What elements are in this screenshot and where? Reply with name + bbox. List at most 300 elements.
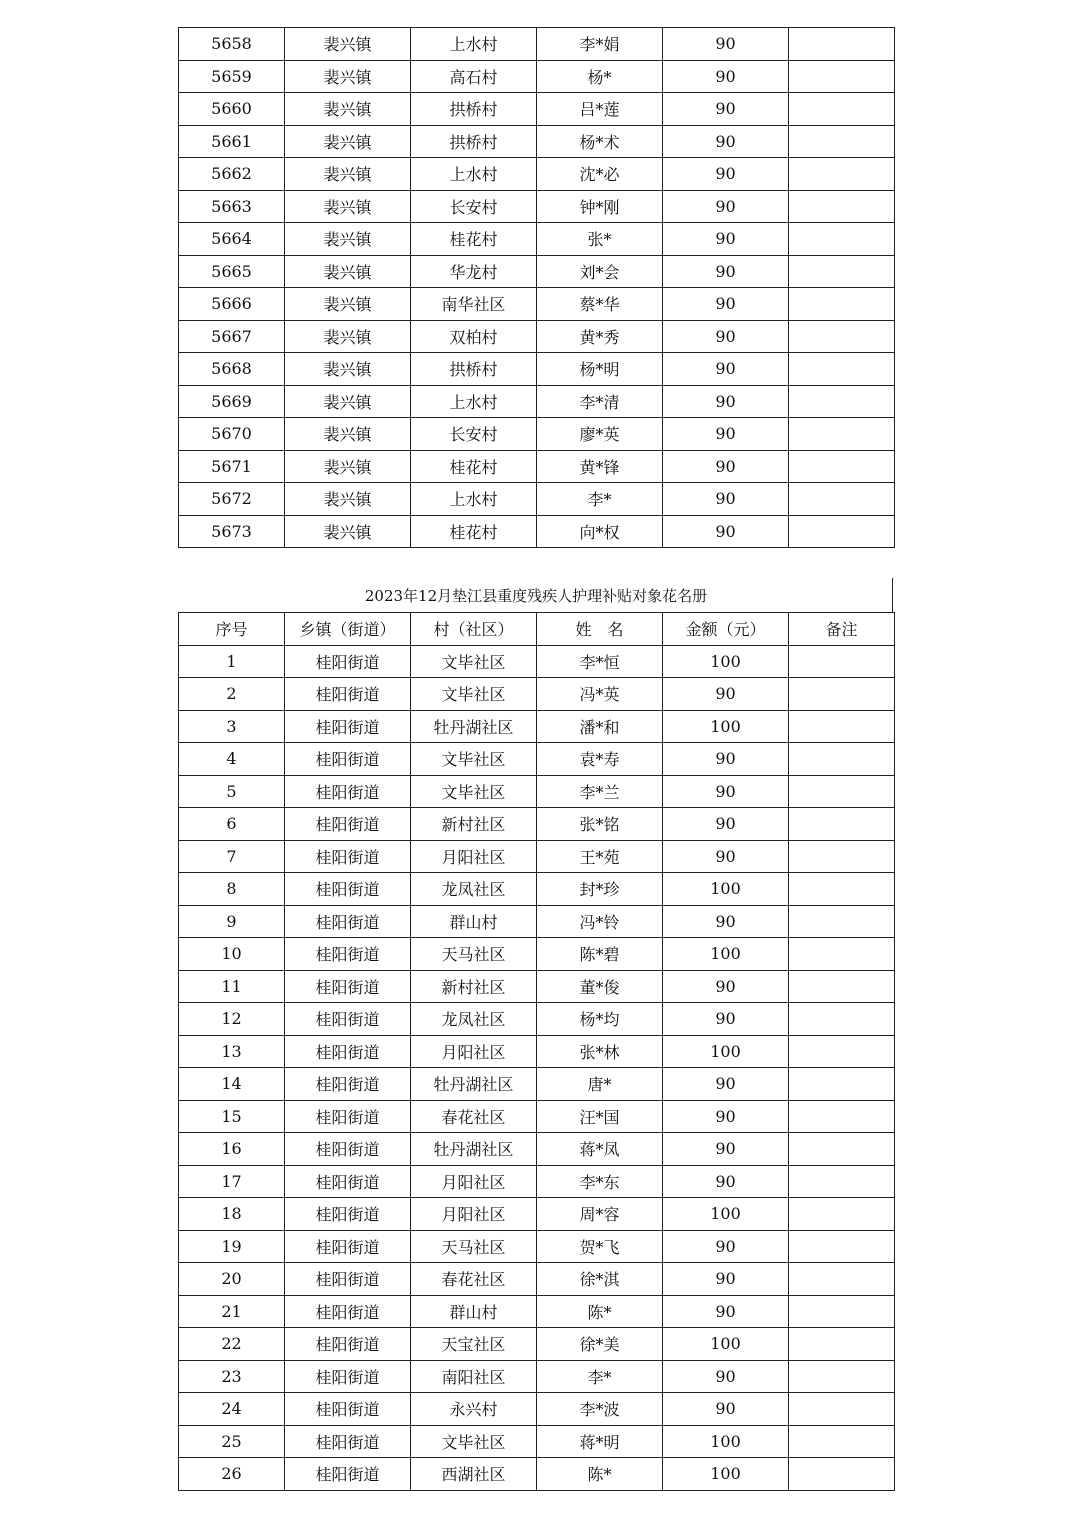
cell-amount: 90 xyxy=(663,1100,789,1133)
table-row xyxy=(179,223,895,256)
table-row xyxy=(179,1003,895,1036)
table-row xyxy=(179,1100,895,1133)
table-row xyxy=(179,1165,895,1198)
table-row xyxy=(179,1035,895,1068)
table-row xyxy=(179,1068,895,1101)
cell-no: 5672 xyxy=(179,483,285,516)
table-row xyxy=(179,1393,895,1426)
table-row xyxy=(179,385,895,418)
cell-town: 裴兴镇 xyxy=(285,223,411,256)
cell-remark xyxy=(789,190,895,223)
cell-no: 6 xyxy=(179,808,285,841)
cell-amount: 90 xyxy=(663,678,789,711)
cell-town: 桂阳街道 xyxy=(285,970,411,1003)
cell-village: 天宝社区 xyxy=(411,1328,537,1361)
cell-town: 裴兴镇 xyxy=(285,93,411,126)
cell-remark xyxy=(789,1263,895,1296)
table-row xyxy=(179,93,895,126)
cell-village: 双柏村 xyxy=(411,320,537,353)
cell-amount: 100 xyxy=(663,1328,789,1361)
cell-remark xyxy=(789,223,895,256)
cell-remark xyxy=(789,93,895,126)
cell-town: 裴兴镇 xyxy=(285,320,411,353)
cell-amount: 90 xyxy=(663,840,789,873)
cell-no: 9 xyxy=(179,905,285,938)
cell-amount: 100 xyxy=(663,645,789,678)
cell-remark xyxy=(789,840,895,873)
cell-no: 13 xyxy=(179,1035,285,1068)
cell-remark xyxy=(789,28,895,61)
cell-no: 5 xyxy=(179,775,285,808)
header-village: 村（社区） xyxy=(411,613,537,646)
cell-village: 春花社区 xyxy=(411,1100,537,1133)
cell-no: 5662 xyxy=(179,158,285,191)
cell-remark xyxy=(789,743,895,776)
cell-name: 陈*碧 xyxy=(537,938,663,971)
cell-town: 桂阳街道 xyxy=(285,1068,411,1101)
cell-remark xyxy=(789,353,895,386)
table-row xyxy=(179,1198,895,1231)
cell-remark xyxy=(789,808,895,841)
cell-town: 裴兴镇 xyxy=(285,28,411,61)
cell-town: 桂阳街道 xyxy=(285,905,411,938)
previous-page-table xyxy=(178,27,895,548)
cell-town: 桂阳街道 xyxy=(285,808,411,841)
cell-village: 新村社区 xyxy=(411,970,537,1003)
cell-remark xyxy=(789,1393,895,1426)
cell-name: 杨*术 xyxy=(537,125,663,158)
cell-town: 桂阳街道 xyxy=(285,1133,411,1166)
cell-name: 封*珍 xyxy=(537,873,663,906)
cell-remark xyxy=(789,1003,895,1036)
cell-no: 23 xyxy=(179,1360,285,1393)
cell-town: 裴兴镇 xyxy=(285,418,411,451)
cell-amount: 90 xyxy=(663,418,789,451)
table-row xyxy=(179,483,895,516)
cell-amount: 90 xyxy=(663,1068,789,1101)
cell-name: 徐*淇 xyxy=(537,1263,663,1296)
cell-town: 桂阳街道 xyxy=(285,710,411,743)
table-row xyxy=(179,515,895,548)
cell-remark xyxy=(789,1328,895,1361)
cell-village: 南华社区 xyxy=(411,288,537,321)
cell-village: 新村社区 xyxy=(411,808,537,841)
header-no: 序号 xyxy=(179,613,285,646)
cell-no: 5658 xyxy=(179,28,285,61)
cell-no: 17 xyxy=(179,1165,285,1198)
cell-remark xyxy=(789,678,895,711)
cell-amount: 90 xyxy=(663,743,789,776)
cell-town: 桂阳街道 xyxy=(285,1360,411,1393)
cell-no: 11 xyxy=(179,970,285,1003)
cell-no: 25 xyxy=(179,1425,285,1458)
cell-name: 李* xyxy=(537,1360,663,1393)
cell-name: 杨* xyxy=(537,60,663,93)
cell-town: 裴兴镇 xyxy=(285,125,411,158)
cell-name: 杨*均 xyxy=(537,1003,663,1036)
table-row xyxy=(179,1425,895,1458)
cell-remark xyxy=(789,288,895,321)
cell-remark xyxy=(789,1165,895,1198)
header-amount: 金额（元） xyxy=(663,613,789,646)
table-row xyxy=(179,60,895,93)
table-row xyxy=(179,1458,895,1491)
cell-village: 永兴村 xyxy=(411,1393,537,1426)
cell-town: 裴兴镇 xyxy=(285,515,411,548)
cell-amount: 90 xyxy=(663,60,789,93)
cell-amount: 90 xyxy=(663,385,789,418)
header-remark: 备注 xyxy=(789,613,895,646)
cell-town: 桂阳街道 xyxy=(285,1230,411,1263)
cell-remark xyxy=(789,515,895,548)
table-row xyxy=(179,645,895,678)
cell-village: 华龙村 xyxy=(411,255,537,288)
cell-amount: 90 xyxy=(663,28,789,61)
cell-no: 5673 xyxy=(179,515,285,548)
cell-village: 桂花村 xyxy=(411,450,537,483)
header-name: 姓 名 xyxy=(537,613,663,646)
cell-no: 5664 xyxy=(179,223,285,256)
table-row xyxy=(179,1133,895,1166)
cell-name: 张*铭 xyxy=(537,808,663,841)
cell-amount: 90 xyxy=(663,125,789,158)
cell-amount: 100 xyxy=(663,1035,789,1068)
cell-amount: 90 xyxy=(663,1165,789,1198)
cell-remark xyxy=(789,450,895,483)
table-row xyxy=(179,288,895,321)
cell-village: 文毕社区 xyxy=(411,645,537,678)
cell-village: 文毕社区 xyxy=(411,743,537,776)
cell-remark xyxy=(789,1425,895,1458)
table-row xyxy=(179,873,895,906)
page-title: 2023年12月垫江县重度残疾人护理补贴对象花名册 xyxy=(364,587,708,605)
cell-no: 7 xyxy=(179,840,285,873)
cell-name: 张*林 xyxy=(537,1035,663,1068)
cell-village: 月阳社区 xyxy=(411,840,537,873)
cell-amount: 90 xyxy=(663,515,789,548)
cell-village: 月阳社区 xyxy=(411,1165,537,1198)
cell-village: 牡丹湖社区 xyxy=(411,710,537,743)
cell-village: 牡丹湖社区 xyxy=(411,1133,537,1166)
cell-village: 桂花村 xyxy=(411,515,537,548)
table-row xyxy=(179,970,895,1003)
cell-village: 上水村 xyxy=(411,483,537,516)
table-row xyxy=(179,125,895,158)
cell-no: 5666 xyxy=(179,288,285,321)
cell-amount: 90 xyxy=(663,1263,789,1296)
cell-remark xyxy=(789,1295,895,1328)
cell-town: 桂阳街道 xyxy=(285,1393,411,1426)
header-town: 乡镇（街道） xyxy=(285,613,411,646)
cell-no: 5670 xyxy=(179,418,285,451)
cell-name: 钟*刚 xyxy=(537,190,663,223)
cell-town: 桂阳街道 xyxy=(285,1100,411,1133)
cell-amount: 90 xyxy=(663,1360,789,1393)
table-row xyxy=(179,28,895,61)
cell-village: 文毕社区 xyxy=(411,775,537,808)
cell-town: 桂阳街道 xyxy=(285,1328,411,1361)
cell-name: 向*权 xyxy=(537,515,663,548)
cell-name: 唐* xyxy=(537,1068,663,1101)
cell-remark xyxy=(789,320,895,353)
cell-village: 上水村 xyxy=(411,158,537,191)
cell-name: 李*波 xyxy=(537,1393,663,1426)
cell-no: 2 xyxy=(179,678,285,711)
cell-remark xyxy=(789,60,895,93)
cell-name: 冯*英 xyxy=(537,678,663,711)
cell-amount: 90 xyxy=(663,808,789,841)
cell-remark xyxy=(789,1198,895,1231)
cell-village: 上水村 xyxy=(411,28,537,61)
cell-no: 5660 xyxy=(179,93,285,126)
cell-village: 月阳社区 xyxy=(411,1035,537,1068)
cell-village: 桂花村 xyxy=(411,223,537,256)
cell-no: 3 xyxy=(179,710,285,743)
cell-remark xyxy=(789,1230,895,1263)
cell-remark xyxy=(789,1458,895,1491)
table-row xyxy=(179,710,895,743)
cell-name: 杨*明 xyxy=(537,353,663,386)
cell-village: 上水村 xyxy=(411,385,537,418)
cell-town: 裴兴镇 xyxy=(285,190,411,223)
cell-village: 西湖社区 xyxy=(411,1458,537,1491)
cell-no: 5661 xyxy=(179,125,285,158)
cell-town: 桂阳街道 xyxy=(285,1035,411,1068)
cell-remark xyxy=(789,125,895,158)
cell-name: 李*东 xyxy=(537,1165,663,1198)
cell-name: 徐*美 xyxy=(537,1328,663,1361)
cell-town: 裴兴镇 xyxy=(285,385,411,418)
cell-remark xyxy=(789,1133,895,1166)
cell-name: 周*容 xyxy=(537,1198,663,1231)
cell-amount: 100 xyxy=(663,873,789,906)
table-row xyxy=(179,1230,895,1263)
cell-village: 龙凤社区 xyxy=(411,1003,537,1036)
cell-town: 桂阳街道 xyxy=(285,743,411,776)
cell-village: 月阳社区 xyxy=(411,1198,537,1231)
cell-name: 沈*必 xyxy=(537,158,663,191)
header-row xyxy=(179,613,895,646)
cell-no: 5669 xyxy=(179,385,285,418)
cell-town: 桂阳街道 xyxy=(285,1263,411,1296)
table-row xyxy=(179,190,895,223)
cell-remark xyxy=(789,905,895,938)
cell-no: 21 xyxy=(179,1295,285,1328)
cell-town: 桂阳街道 xyxy=(285,938,411,971)
cell-village: 群山村 xyxy=(411,905,537,938)
cell-town: 桂阳街道 xyxy=(285,1425,411,1458)
cell-remark xyxy=(789,873,895,906)
table-row xyxy=(179,1360,895,1393)
table-row xyxy=(179,255,895,288)
cell-remark xyxy=(789,483,895,516)
table-row xyxy=(179,808,895,841)
cell-no: 26 xyxy=(179,1458,285,1491)
cell-village: 拱桥村 xyxy=(411,125,537,158)
cell-remark xyxy=(789,1035,895,1068)
cell-village: 南阳社区 xyxy=(411,1360,537,1393)
cell-town: 裴兴镇 xyxy=(285,158,411,191)
cell-no: 19 xyxy=(179,1230,285,1263)
cell-village: 长安村 xyxy=(411,190,537,223)
cell-town: 桂阳街道 xyxy=(285,645,411,678)
cell-amount: 90 xyxy=(663,1230,789,1263)
cell-amount: 90 xyxy=(663,223,789,256)
cell-remark xyxy=(789,970,895,1003)
cell-name: 黄*秀 xyxy=(537,320,663,353)
cell-amount: 100 xyxy=(663,1458,789,1491)
table-row xyxy=(179,1328,895,1361)
table-row xyxy=(179,840,895,873)
cell-remark xyxy=(789,1360,895,1393)
cell-town: 桂阳街道 xyxy=(285,775,411,808)
cell-name: 李*娟 xyxy=(537,28,663,61)
cell-name: 蔡*华 xyxy=(537,288,663,321)
cell-village: 群山村 xyxy=(411,1295,537,1328)
cell-village: 拱桥村 xyxy=(411,353,537,386)
cell-no: 4 xyxy=(179,743,285,776)
roster-rows xyxy=(179,645,895,1490)
cell-name: 李*恒 xyxy=(537,645,663,678)
cell-amount: 90 xyxy=(663,970,789,1003)
cell-name: 李*兰 xyxy=(537,775,663,808)
cell-no: 5665 xyxy=(179,255,285,288)
title-border-line xyxy=(892,578,893,612)
cell-village: 高石村 xyxy=(411,60,537,93)
table-row xyxy=(179,743,895,776)
cell-name: 刘*会 xyxy=(537,255,663,288)
cell-no: 5659 xyxy=(179,60,285,93)
table-row xyxy=(179,158,895,191)
cell-no: 20 xyxy=(179,1263,285,1296)
cell-town: 裴兴镇 xyxy=(285,60,411,93)
cell-village: 文毕社区 xyxy=(411,678,537,711)
cell-town: 桂阳街道 xyxy=(285,873,411,906)
cell-village: 拱桥村 xyxy=(411,93,537,126)
cell-town: 桂阳街道 xyxy=(285,1295,411,1328)
table-row xyxy=(179,418,895,451)
cell-town: 桂阳街道 xyxy=(285,1165,411,1198)
cell-no: 1 xyxy=(179,645,285,678)
cell-amount: 90 xyxy=(663,288,789,321)
cell-name: 陈* xyxy=(537,1295,663,1328)
cell-amount: 90 xyxy=(663,320,789,353)
cell-name: 蒋*明 xyxy=(537,1425,663,1458)
cell-no: 5667 xyxy=(179,320,285,353)
cell-remark xyxy=(789,1068,895,1101)
cell-no: 22 xyxy=(179,1328,285,1361)
cell-village: 牡丹湖社区 xyxy=(411,1068,537,1101)
cell-village: 春花社区 xyxy=(411,1263,537,1296)
cell-name: 贺*飞 xyxy=(537,1230,663,1263)
table-row xyxy=(179,1295,895,1328)
cell-name: 汪*国 xyxy=(537,1100,663,1133)
cell-name: 王*苑 xyxy=(537,840,663,873)
cell-remark xyxy=(789,775,895,808)
cell-town: 裴兴镇 xyxy=(285,255,411,288)
cell-village: 长安村 xyxy=(411,418,537,451)
cell-town: 桂阳街道 xyxy=(285,1458,411,1491)
cell-remark xyxy=(789,938,895,971)
cell-no: 12 xyxy=(179,1003,285,1036)
cell-no: 16 xyxy=(179,1133,285,1166)
cell-no: 5668 xyxy=(179,353,285,386)
cell-no: 14 xyxy=(179,1068,285,1101)
table-row xyxy=(179,450,895,483)
table-row xyxy=(179,353,895,386)
cell-town: 桂阳街道 xyxy=(285,1003,411,1036)
cell-name: 冯*铃 xyxy=(537,905,663,938)
cell-name: 董*俊 xyxy=(537,970,663,1003)
cell-remark xyxy=(789,1100,895,1133)
cell-remark xyxy=(789,158,895,191)
cell-amount: 90 xyxy=(663,190,789,223)
cell-name: 袁*寿 xyxy=(537,743,663,776)
cell-amount: 90 xyxy=(663,93,789,126)
cell-town: 桂阳街道 xyxy=(285,678,411,711)
previous-page-rows xyxy=(179,28,895,548)
cell-remark xyxy=(789,418,895,451)
cell-remark xyxy=(789,710,895,743)
cell-no: 10 xyxy=(179,938,285,971)
table-row xyxy=(179,775,895,808)
cell-amount: 100 xyxy=(663,1198,789,1231)
subsidy-roster-table xyxy=(178,612,895,1491)
cell-town: 桂阳街道 xyxy=(285,1198,411,1231)
cell-amount: 90 xyxy=(663,1003,789,1036)
cell-name: 张* xyxy=(537,223,663,256)
cell-amount: 90 xyxy=(663,255,789,288)
cell-amount: 90 xyxy=(663,775,789,808)
cell-town: 裴兴镇 xyxy=(285,450,411,483)
table-row xyxy=(179,678,895,711)
cell-amount: 90 xyxy=(663,1295,789,1328)
cell-remark xyxy=(789,385,895,418)
cell-town: 裴兴镇 xyxy=(285,483,411,516)
cell-name: 潘*和 xyxy=(537,710,663,743)
cell-no: 5663 xyxy=(179,190,285,223)
cell-amount: 100 xyxy=(663,1425,789,1458)
table-row xyxy=(179,320,895,353)
cell-town: 裴兴镇 xyxy=(285,288,411,321)
cell-no: 15 xyxy=(179,1100,285,1133)
cell-name: 吕*莲 xyxy=(537,93,663,126)
cell-remark xyxy=(789,255,895,288)
cell-name: 廖*英 xyxy=(537,418,663,451)
cell-village: 天马社区 xyxy=(411,938,537,971)
cell-amount: 90 xyxy=(663,1393,789,1426)
cell-name: 蒋*凤 xyxy=(537,1133,663,1166)
cell-village: 天马社区 xyxy=(411,1230,537,1263)
cell-amount: 90 xyxy=(663,483,789,516)
cell-name: 陈* xyxy=(537,1458,663,1491)
table-row xyxy=(179,905,895,938)
cell-village: 龙凤社区 xyxy=(411,873,537,906)
cell-no: 18 xyxy=(179,1198,285,1231)
cell-amount: 100 xyxy=(663,710,789,743)
cell-no: 5671 xyxy=(179,450,285,483)
cell-town: 裴兴镇 xyxy=(285,353,411,386)
cell-amount: 90 xyxy=(663,353,789,386)
table-row xyxy=(179,938,895,971)
table-row xyxy=(179,1263,895,1296)
cell-remark xyxy=(789,645,895,678)
cell-amount: 100 xyxy=(663,938,789,971)
cell-name: 李* xyxy=(537,483,663,516)
cell-amount: 90 xyxy=(663,158,789,191)
cell-town: 桂阳街道 xyxy=(285,840,411,873)
cell-no: 8 xyxy=(179,873,285,906)
